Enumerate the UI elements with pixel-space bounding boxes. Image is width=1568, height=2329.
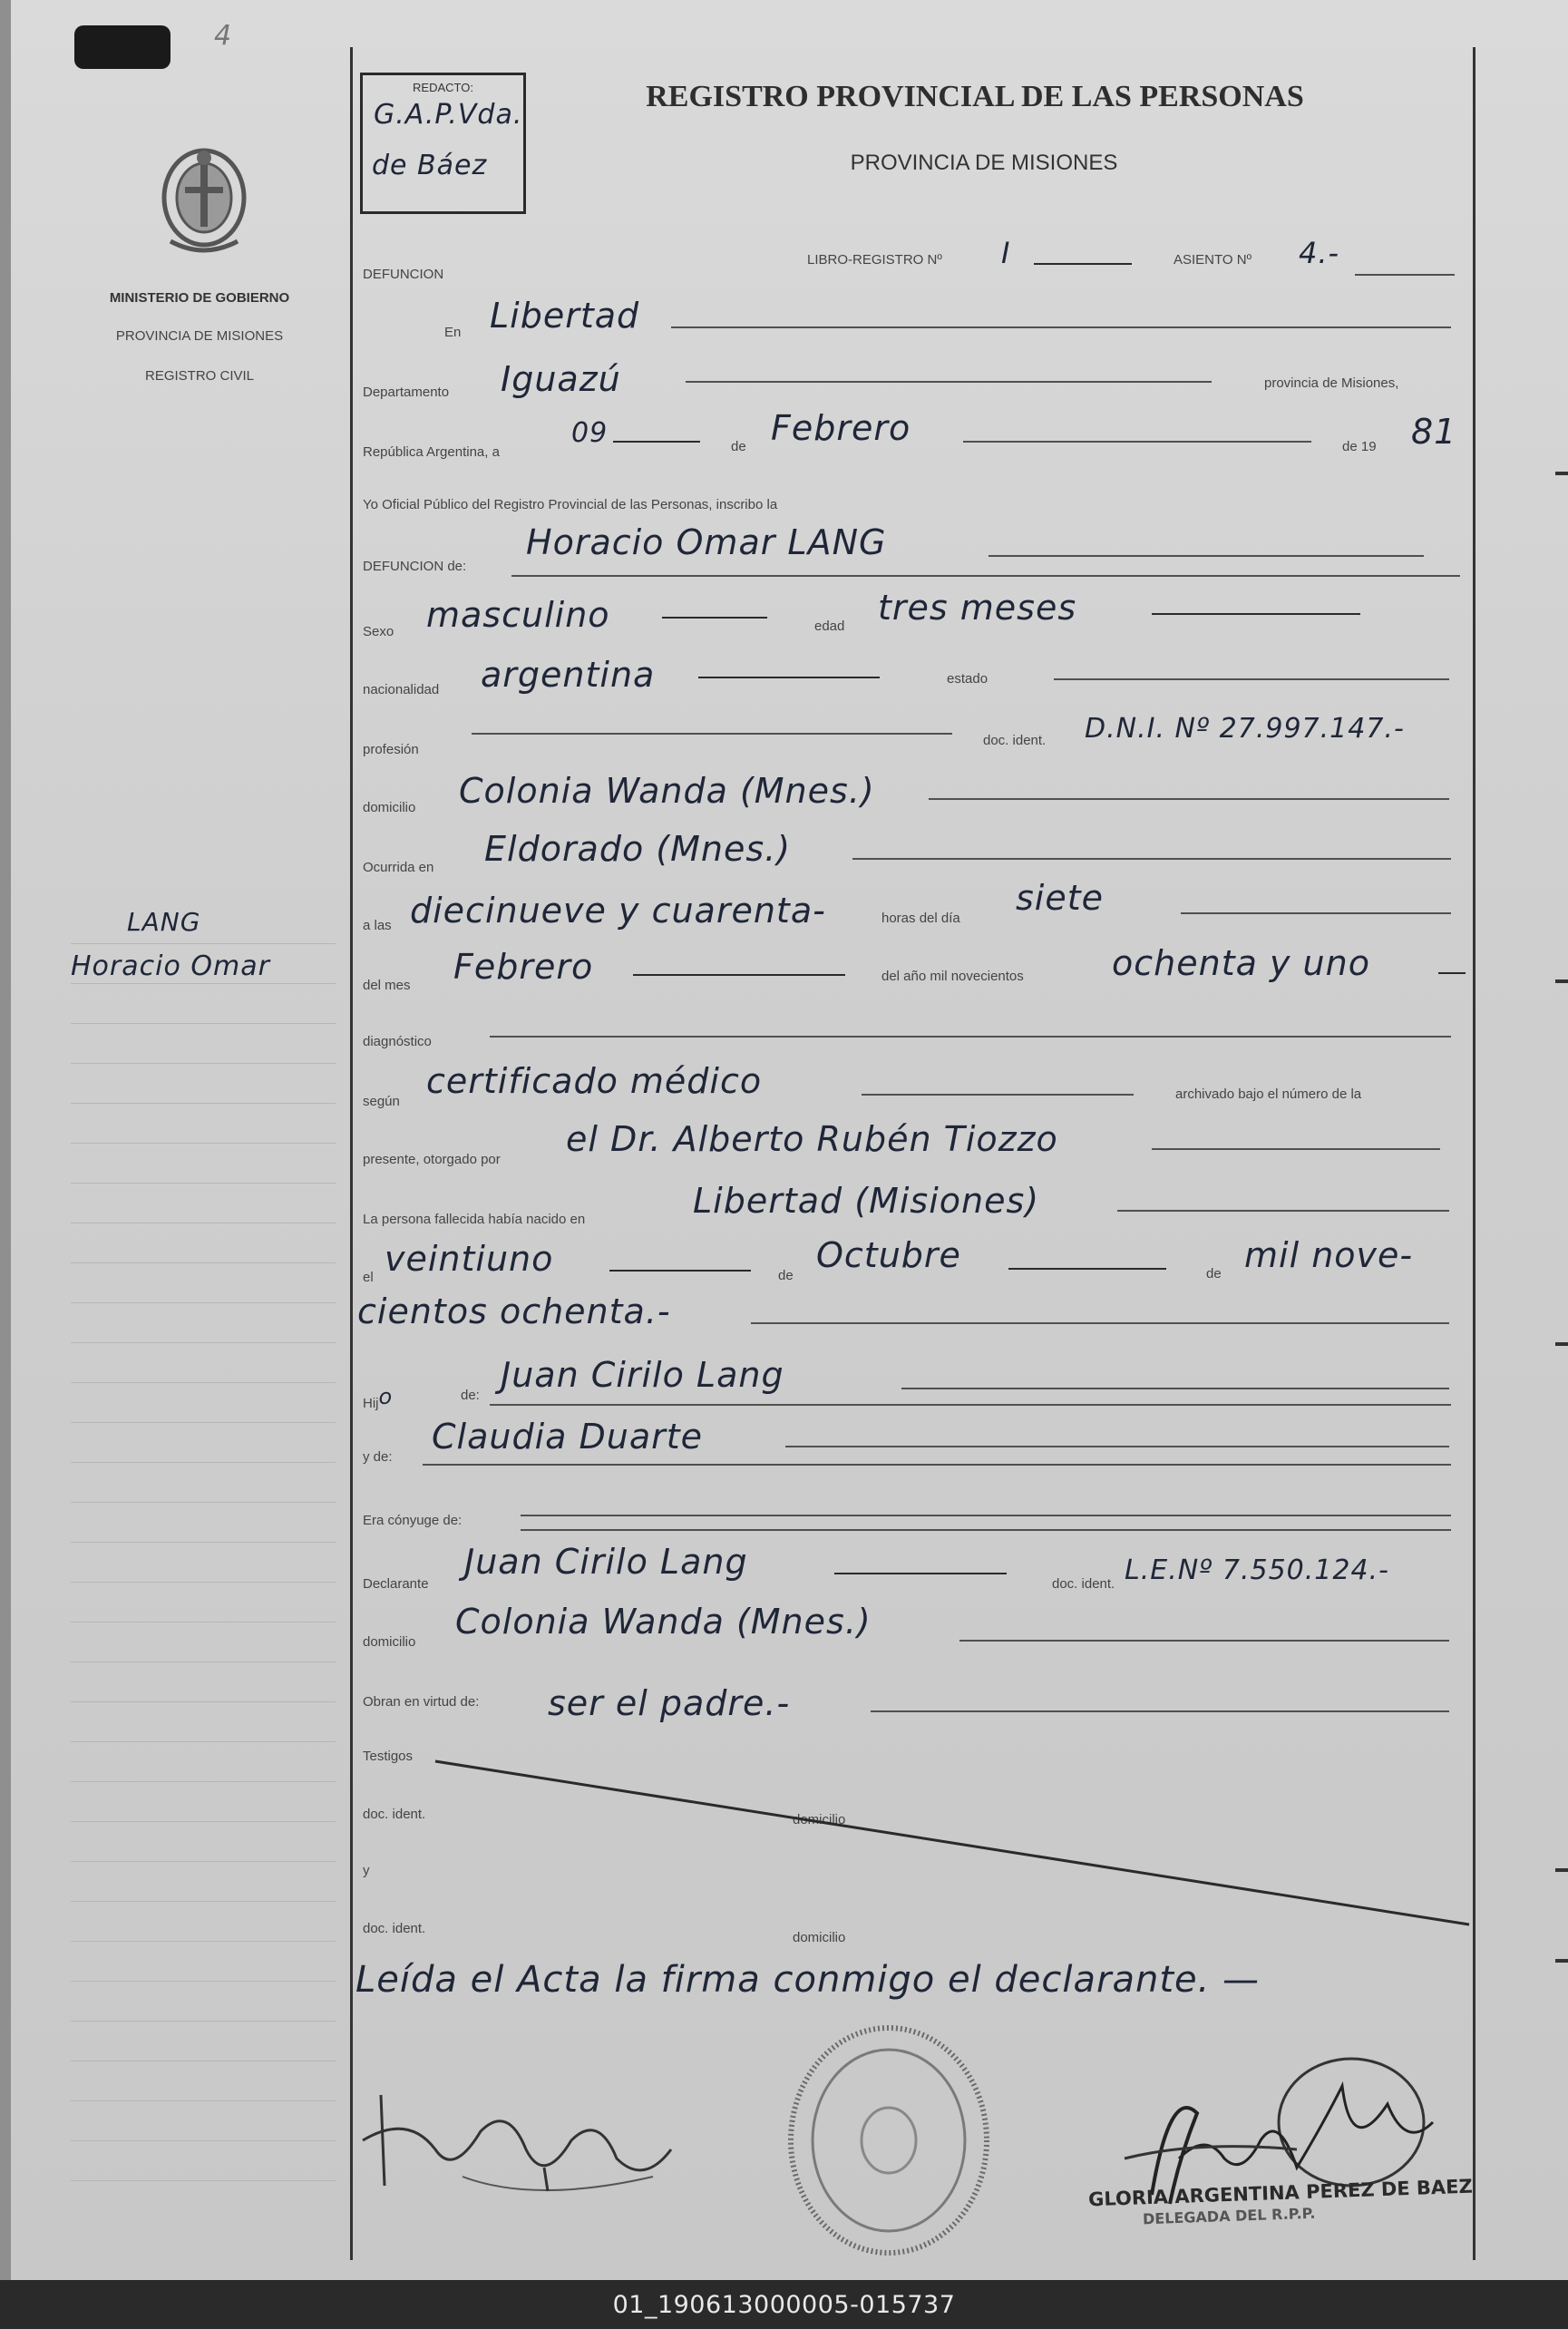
margin-rule: [71, 1143, 336, 1144]
margin-rule: [71, 2140, 336, 2141]
provincial-coat-of-arms-icon: [152, 143, 256, 261]
margin-rule: [71, 1422, 336, 1423]
fill-line: [1054, 678, 1449, 680]
ocurrida-value: Eldorado (Mnes.): [484, 829, 792, 869]
filler-dash: [1008, 1268, 1166, 1270]
margin-rule: [71, 943, 336, 944]
margin-rule: [71, 1342, 336, 1343]
fill-line: [1152, 1148, 1440, 1150]
sexo-value: masculino: [426, 595, 610, 635]
fill-line: [785, 1446, 1449, 1447]
del-anio-label: del año mil novecientos: [881, 969, 1024, 984]
del-mes-label: del mes: [363, 978, 411, 993]
del-anio-value: ochenta y uno: [1112, 943, 1370, 983]
nac-mes-value: Octubre: [816, 1235, 961, 1275]
nacido-value: Libertad (Misiones): [693, 1181, 1040, 1221]
padre-value: Juan Cirilo Lang: [501, 1355, 784, 1395]
el-label: el: [363, 1270, 374, 1285]
margin-rule: [71, 1502, 336, 1503]
margin-rule: [71, 1063, 336, 1064]
republica-label: República Argentina, a: [363, 444, 500, 460]
decl-domicilio-value: Colonia Wanda (Mnes.): [455, 1602, 872, 1642]
presente-label: presente, otorgado por: [363, 1152, 501, 1167]
margin-rule: [71, 1542, 336, 1543]
fill-line: [901, 1388, 1449, 1389]
defuncion-label: DEFUNCION: [363, 267, 444, 282]
official-role-stamp: DELEGADA DEL R.P.P.: [1142, 2204, 1316, 2228]
departamento-value: Iguazú: [501, 359, 621, 399]
margin-rule: [71, 1821, 336, 1822]
mes-value: Febrero: [771, 408, 911, 448]
filler-dash: [633, 974, 845, 976]
y-label: y: [363, 1863, 370, 1878]
edge-tick: [1555, 1868, 1568, 1872]
edge-tick: [1555, 472, 1568, 475]
segun-value: certificado médico: [426, 1061, 763, 1101]
declarante-value: Juan Cirilo Lang: [464, 1542, 748, 1582]
de-padre-label: de:: [461, 1388, 480, 1403]
t2-dom-label: domicilio: [793, 1930, 846, 1945]
margin-rule: [71, 1701, 336, 1702]
official-round-stamp: [780, 2018, 998, 2263]
margin-rule: [71, 1103, 336, 1104]
filler-dash: [834, 1573, 1007, 1574]
segun-label: según: [363, 1094, 400, 1109]
fill-line: [511, 575, 1460, 577]
t2-doc-label: doc. ident.: [363, 1921, 426, 1936]
provincia-label: provincia de Misiones,: [1264, 375, 1399, 391]
nac-anio-value-1: mil nove-: [1244, 1235, 1414, 1275]
de-label: de: [731, 439, 746, 454]
hijo-suffix: o: [378, 1384, 394, 1409]
fill-line: [852, 858, 1451, 860]
decl-doc-label: doc. ident.: [1052, 1576, 1115, 1592]
nacionalidad-value: argentina: [481, 655, 656, 695]
decl-domicilio-label: domicilio: [363, 1634, 416, 1650]
t1-doc-label: doc. ident.: [363, 1807, 426, 1822]
libro-value: I: [1001, 236, 1011, 270]
margin-rule: [71, 1901, 336, 1902]
nacido-label: La persona fallecida había nacido en: [363, 1212, 586, 1227]
margin-rule: [71, 1861, 336, 1862]
left-form-border: [350, 47, 353, 2260]
margin-rule: [71, 1781, 336, 1782]
edge-tick: [1555, 1959, 1568, 1963]
sexo-label: Sexo: [363, 624, 394, 639]
doc-ident-value: D.N.I. Nº 27.997.147.-: [1085, 713, 1405, 745]
fill-line: [929, 798, 1449, 800]
en-value: Libertad: [490, 296, 640, 336]
obran-value: ser el padre.-: [548, 1683, 791, 1723]
de-19-label: de 19: [1342, 439, 1377, 454]
anio-value: 81: [1411, 412, 1457, 452]
departamento-label: Departamento: [363, 385, 450, 400]
declarante-label: Declarante: [363, 1576, 429, 1592]
fill-line: [1355, 274, 1455, 276]
declarant-signature: [354, 2077, 698, 2213]
domicilio-label: domicilio: [363, 800, 416, 815]
margin-rule: [71, 1183, 336, 1184]
y-de-label: y de:: [363, 1449, 393, 1465]
margin-rule: [71, 1981, 336, 1982]
margin-rule: [71, 2180, 336, 2181]
civil-registry-label: REGISTRO CIVIL: [144, 368, 255, 384]
margin-rule: [71, 1462, 336, 1463]
domicilio-value: Colonia Wanda (Mnes.): [459, 771, 875, 811]
fill-line: [490, 1036, 1451, 1038]
fill-line: [959, 1640, 1449, 1642]
filler-dash: [1438, 972, 1466, 974]
deceased-name: Horacio Omar LANG: [526, 522, 887, 562]
estado-label: estado: [947, 671, 989, 687]
filler-dash: [613, 441, 700, 443]
fill-line: [989, 555, 1424, 557]
oficial-text: Yo Oficial Público del Registro Provincial de las Personas, inscribo la: [363, 497, 778, 512]
margin-rule: [71, 2021, 336, 2022]
filler-dash: [662, 617, 767, 619]
edad-value: tres meses: [878, 588, 1077, 628]
del-mes-value: Febrero: [453, 947, 594, 987]
margin-rule: [71, 1622, 336, 1623]
filler-dash: [698, 677, 880, 678]
asiento-label: ASIENTO Nº: [1174, 252, 1252, 268]
hijo-label: [363, 1384, 394, 1413]
margin-given-names: Horacio Omar: [71, 950, 270, 982]
margin-rule: [71, 983, 336, 984]
fill-line: [472, 733, 952, 735]
dia-value: 09: [571, 417, 609, 449]
fill-line: [671, 326, 1451, 328]
nacionalidad-label: nacionalidad: [363, 682, 440, 697]
dia-texto-value: siete: [1016, 878, 1105, 918]
margin-rule: [71, 1382, 336, 1383]
fill-line: [521, 1529, 1451, 1531]
fill-line: [862, 1094, 1134, 1096]
filler-dash: [609, 1270, 751, 1272]
margin-rule: [71, 1582, 336, 1583]
redacto-initials: G.A.P.Vda.: [374, 99, 523, 131]
official-name-stamp: GLORIA ARGENTINA PEREZ DE BAEZ: [1087, 2175, 1474, 2211]
edad-label: edad: [814, 619, 845, 634]
closing-statement: Leída el Acta la firma conmigo el declarante. —: [355, 1959, 1261, 2001]
redacto-label: REDACTO:: [413, 81, 473, 94]
ocurrida-label: Ocurrida en: [363, 860, 434, 875]
redacto-surname: de Báez: [372, 150, 488, 181]
fill-line: [963, 441, 1311, 443]
defuncion-de-label: DEFUNCION de:: [363, 559, 467, 574]
nac-de-label: de: [778, 1268, 794, 1283]
witness-strike-line: [426, 1750, 1478, 1932]
margin-rule: [71, 1661, 336, 1662]
fill-line: [751, 1322, 1449, 1324]
fill-line: [490, 1404, 1451, 1406]
registry-subtitle: PROVINCIA DE MISIONES: [850, 151, 1118, 175]
fill-line: [1181, 912, 1451, 914]
hijo-label-text: Hij: [363, 1396, 379, 1411]
fill-line: [871, 1710, 1449, 1712]
filler-dash: [1152, 613, 1360, 615]
filler-dash: [1034, 263, 1132, 265]
page-number: 4: [214, 20, 233, 52]
margin-rule: [71, 1262, 336, 1263]
fill-line: [1117, 1210, 1449, 1212]
page-edge: [0, 0, 11, 2280]
nac-dia-value: veintiuno: [385, 1239, 554, 1279]
province-label: PROVINCIA DE MISIONES: [115, 328, 284, 344]
footer-id: 01_190613000005-015737: [612, 2290, 956, 2319]
a-las-value: diecinueve y cuarenta-: [410, 891, 826, 931]
profesion-label: profesión: [363, 742, 419, 757]
doc-ident-label: doc. ident.: [983, 733, 1047, 748]
margin-rule: [71, 1302, 336, 1303]
fill-line: [423, 1464, 1451, 1466]
redacto-box: [360, 73, 526, 214]
nac-anio-value-2: cientos ochenta.-: [357, 1291, 671, 1331]
fill-line: [521, 1515, 1451, 1516]
footer-band: [0, 2280, 1568, 2329]
registry-title: REGISTRO PROVINCIAL DE LAS PERSONAS: [646, 80, 1304, 113]
horas-label: horas del día: [881, 911, 960, 926]
asiento-value: 4.-: [1299, 236, 1340, 270]
obran-label: Obran en virtud de:: [363, 1694, 480, 1710]
testigos-label: Testigos: [363, 1749, 414, 1764]
en-label: En: [444, 325, 462, 340]
fill-line: [686, 381, 1212, 383]
margin-rule: [71, 2100, 336, 2101]
margin-rule: [71, 1023, 336, 1024]
libro-label: LIBRO-REGISTRO Nº: [807, 252, 942, 268]
ministry-label: MINISTERIO DE GOBIERNO: [109, 290, 290, 306]
edge-tick: [1555, 979, 1568, 983]
a-las-label: a las: [363, 918, 392, 933]
margin-surname: LANG: [127, 907, 201, 937]
t1-dom-label: domicilio: [793, 1812, 846, 1827]
madre-value: Claudia Duarte: [432, 1417, 704, 1457]
decl-doc-value: L.E.Nº 7.550.124.-: [1125, 1554, 1389, 1586]
edge-tick: [1555, 1342, 1568, 1346]
diagnostico-label: diagnóstico: [363, 1034, 432, 1049]
margin-rule: [71, 1741, 336, 1742]
conyuge-label: Era cónyuge de:: [363, 1513, 463, 1528]
margin-rule: [71, 1941, 336, 1942]
nac-de2-label: de: [1206, 1266, 1222, 1281]
archivado-label: archivado bajo el número de la: [1175, 1087, 1362, 1102]
redaction-mark: [74, 25, 170, 69]
presente-value: el Dr. Alberto Rubén Tiozzo: [566, 1119, 1058, 1159]
